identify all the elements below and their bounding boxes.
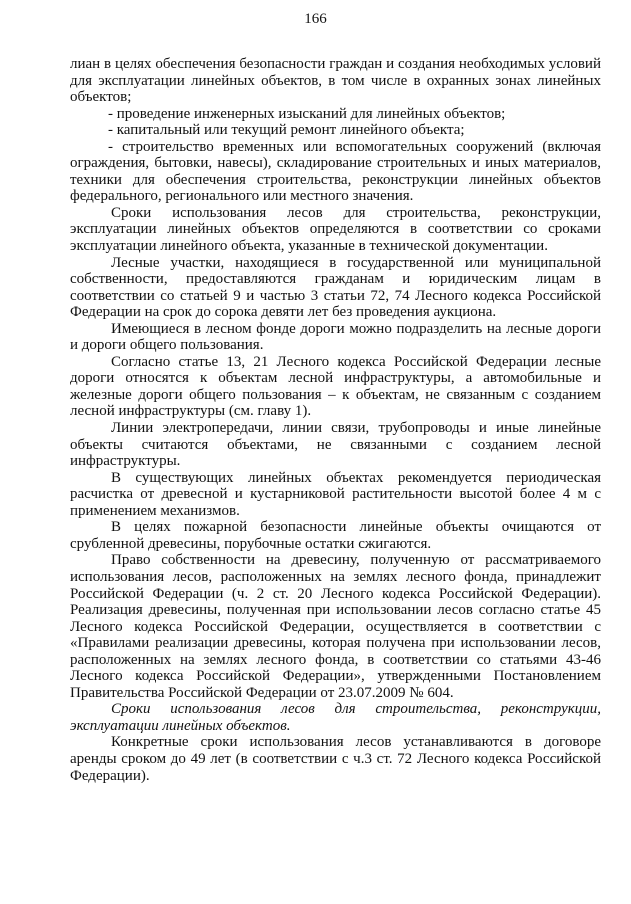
paragraph-continuation: лиан в целях обеспечения безопасности граждан и создания необходимых условий для эксплуатации линейных объектов, в том числе в охранных зонах линейных объектов; (70, 56, 601, 106)
page-number: 166 (304, 11, 327, 27)
paragraph-ownership: Право собственности на древесину, полученную от рассматриваемого использования лесов, расположенных на землях лесного фонда, принадлежит Российской Федерации (ч. 2 ст. 20 Лесного кодекса Российской Федерации). Реализация древесины, полученная при использовании лесов согласно статье 45 Лесного кодекса Российской Федерации, осуществляется в соответствии с «Правилами реализации древесины, которая получена при использовании лесов, расположенных на землях лесного фонда, в соответствии со статьями 43-46 Лесного кодекса Российской Федерации», утвержденными Постановлением Правительства Российской Федерации от 23.07.2009 № 604. (70, 552, 601, 701)
paragraph-clearing: В существующих линейных объектах рекомендуется периодическая расчистка от древесной и кустарниковой растительности высотой более 4 м с применением механизмов. (70, 469, 601, 519)
paragraph-terms: Сроки использования лесов для строительства, реконструкции, эксплуатации линейных объектов определяются в соответствии со сроками эксплуатации линейного объекта, указанные в технической документации. (70, 204, 601, 255)
list-item-construction: - строительство временных или вспомогательных сооружений (включая ограждения, бытовки, навесы), складирование строительных и иных материалов, техники для обеспечения строительства, реконструкции линейных объектов федерального, регионального или местного значения. (70, 138, 601, 205)
list-item-repair: - капитальный или текущий ремонт линейного объекта; (108, 122, 465, 139)
section-heading-terms: Сроки использования лесов для строительства, реконструкции, эксплуатации линейных объектов. (70, 701, 601, 734)
list-item-surveys: - проведение инженерных изысканий для линейных объектов; (108, 105, 506, 122)
paragraph-power-lines: Линии электропередачи, линии связи, трубопроводы и иные линейные объекты считаются объектами, не связанными с созданием лесной инфраструктуры. (70, 420, 601, 470)
paragraph-land-plots: Лесные участки, находящиеся в государственной или муниципальной собственности, предоставляются гражданам и юридическим лицам в соответствии со статьей 9 и частью 3 статьи 72, 74 Лесного кодекса Российской Федерации на срок до сорока девяти лет без проведения аукциона. (70, 254, 601, 321)
paragraph-lease-terms: Конкретные сроки использования лесов устанавливаются в договоре аренды сроком до 49 лет (в соответствии с ч.3 ст. 72 Лесного кодекса Российской Федерации). (70, 734, 601, 784)
paragraph-fire-safety: В целях пожарной безопасности линейные объекты очищаются от срубленной древесины, порубочные остатки сжигаются. (70, 519, 601, 552)
paragraph-forest-code: Согласно статье 13, 21 Лесного кодекса Российской Федерации лесные дороги относятся к объектам лесной инфраструктуры, а автомобильные и железные дороги общего пользования – к объектам, не связанным с созданием лесной инфраструктуры (см. главу 1). (70, 353, 601, 420)
document-body (70, 56, 601, 784)
paragraph-roads: Имеющиеся в лесном фонде дороги можно подразделить на лесные дороги и дороги общего пользования. (70, 320, 601, 354)
